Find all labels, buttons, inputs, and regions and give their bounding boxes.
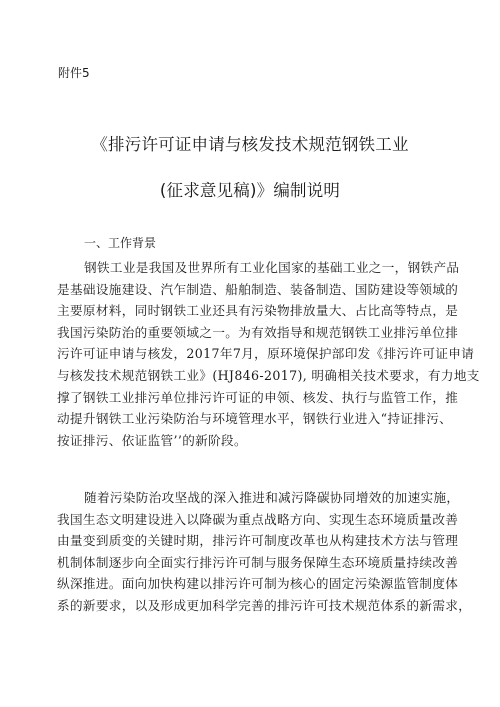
- paragraph-line: 污许可证申请与核发，2017年7月，原环境保护部印发《排污许可证申请: [57, 346, 475, 362]
- paragraph-line: 撑了钢铁工业排污单位排污许可证的申领、核发、执行与监管工作，推: [57, 389, 459, 405]
- section-heading: 一、工作背景: [84, 236, 157, 250]
- paragraph-line: 系的新要求，以及形成更加科学完善的排污许可技术规范体系的新需求，: [57, 597, 472, 613]
- paragraph-line: 随着污染防治攻坚战的深入推进和减污降碳协同增效的加速实施，: [84, 490, 460, 505]
- paragraph-line: 是基础设施建设、汽乍制造、船舶制造、装备制造、国防建设等领域的: [57, 281, 459, 297]
- paragraph-line: 钢铁工业是我国及世界所有工业化国家的基础工业之一，钢铁产品: [84, 260, 460, 275]
- annex-label: 附件5: [58, 66, 90, 80]
- paragraph-line: 动提升钢铁工业污染防治与环境管理水平，钢铁行业进入“持证排污、: [57, 411, 453, 427]
- paragraph-line: 机制体制逐步向全面实行排污许可制与服务保障生态环境质量持续改善: [57, 554, 459, 570]
- paragraph-2: [57, 487, 472, 617]
- paragraph-line: 纵深推进。面向加快构建以排污许可制为核心的固定污染源监管制度体: [57, 576, 459, 592]
- paragraph-line: 由量变到质变的关键时期，排污许可制度改革也从构建技术方法与管理: [57, 533, 459, 549]
- document-title-line-2: (征求意见稿)》编制说明: [159, 181, 341, 200]
- document-title-line-1: 《排污许可证申请与核发技术规范钢铁工业: [91, 135, 409, 154]
- paragraph-line: 主要原材料，同时钢铁工业还具有污染物排放量大、占比高等特点，是: [57, 303, 459, 319]
- paragraph-line: 与核发技术规范钢铁工业》(HJ846-2017), 明确相关技术要求，有力地支: [57, 367, 480, 383]
- paragraph-line: 我国生态文明建设进入以降碳为重点战略方向、实现生态环境质量改善: [57, 511, 459, 527]
- paragraph-1: [57, 257, 480, 451]
- paragraph-line: 按证排污、依证监管’’的新阶段。: [57, 432, 247, 448]
- paragraph-line: 我国污染防治的重要领域之一。为有效指导和规范钢铁工业排污单位排: [57, 324, 459, 340]
